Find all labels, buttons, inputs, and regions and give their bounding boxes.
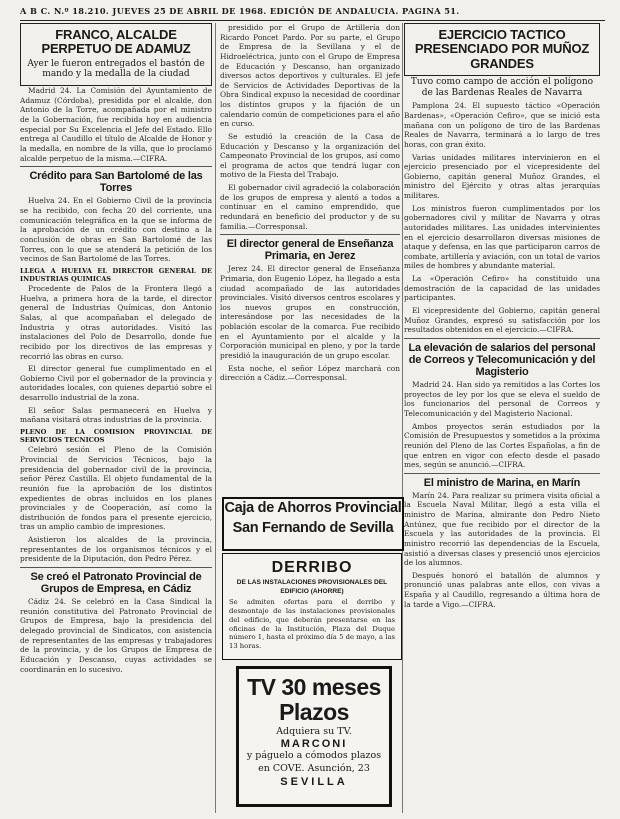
article-quimicas-body-2: El director general fue cumplimentado en el Gobierno Civil por el gobernador de la provincia y autoridades locales, con quienes departió sobre el desarrollo industrial de la zona. — [20, 364, 212, 403]
article-franco-title: FRANCO, ALCALDE PERPETUO DE ADAMUZ — [41, 27, 191, 57]
column-middle — [220, 23, 400, 493]
article-salarios-body-2: Ambos proyectos serán estudiados por la Comisión de Presupuestos y sometidos a la próxima reunión del Pleno de las Cortes Españolas, a fin de que entren en vigor con efecto desde el pasado mes, según se anunció.—CIFRA. — [404, 421, 600, 470]
article-salarios-title: La elevación de salarios del personal de Correos y Telecomunicación y del Magisterio — [408, 341, 596, 379]
ad-caja-line1: Caja de Ahorros Provincial — [224, 500, 402, 516]
ad-derribo-subtitle: DE LAS INSTALACIONES PROVISIONALES DEL EDIFICIO (AHORRE) — [236, 579, 388, 595]
article-quimicas-body: Procedente de Palos de la Frontera llegó a Huelva, a primera hora de la tarde, el director general de Industrias Químicas, don Antonio Salas, al que acompañaban el delegado de Industria y otras autoridades. Visitó las instalaciones del Polo de Desarrollo, donde fue recibido por los directivos de las empresas y recorrió las obras en curso. — [20, 284, 212, 361]
article-credito-title: Crédito para San Bartolomé de las Torres — [29, 170, 203, 195]
article-grupos-body: presidido por el Grupo de Artillería don Ricardo Poncet Pardo. Por su parte, el Grupo de Empresa de la Sevillana y el de Hidroeléctrica, junto con el Grupo de Empresa de Educación y Descanso, han organizado diversos actos deportivos y culturales. El jefe de Servicios de Actividades Deportivas de la Obra Sindical expuso la necesidad de coordinar los distintos grupos y la fijación de un calendario común de competiciones para el año en curso. — [220, 23, 400, 129]
article-marina-body-2: Después honoró el batallón de alumnos y pronunció unas palabras ante ellos, con vivas a España y al Caudillo, regresando a última hora de la tarde a Vigo.—CIFRA. — [404, 570, 600, 609]
article-jerez-body-2: Esta noche, el señor López marchará con dirección a Cádiz.—Corresponsal. — [220, 363, 400, 383]
article-franco-body: Madrid 24. La Comisión del Ayuntamiento de Adamuz (Córdoba), presidida por el alcalde, don Antonio de la Torre, acompañada por el ministro de la Gobernación, fue recibida hoy en audiencia especial por Su Excelencia el Jefe del Estado. Ello entrega al Caudillo el título de Alcalde de Honor y la medalla, en nombre de la villa, que lo proclamó alcalde perpetuo de la misma.—CIFRA. — [20, 86, 212, 163]
ad-tv-brand: MARCONI — [280, 738, 348, 751]
article-ejercicio-deck: Tuvo como campo de acción el polígono de las Bardenas Reales de Navarra — [410, 76, 594, 98]
ad-tv-city: SEVILLA — [280, 776, 348, 789]
header-rule — [20, 20, 605, 21]
article-ejercicio-body-2: Varias unidades militares intervinieron en el ejercicio presenciado por el vicepresidente del Gobierno, capitán general Muñoz Grandes, el ministro del Ejército y otras altas jerarquías militares. — [404, 152, 600, 201]
column-divider — [402, 23, 403, 813]
article-ejercicio-body-4: La «Operación Cefiro» ha constituido una demostración de la capacidad de las unidades participantes. — [404, 274, 600, 303]
article-grupos-body-2: Se estudió la creación de la Casa de Educación y Descanso y la organización del Campeonato Provincial de los grupos, así como el programa de actos que tendrá lugar con motivo de la Fiesta del Trabajo. — [220, 131, 400, 180]
ad-derribo-body: Se admiten ofertas para el derribo y desmontaje de las instalaciones provisionales del edificio, que deberán presentarse en las oficinas de la Institución, Plaza del Duque número 1, hasta el próximo día 5 de mayo, a las 13 horas. — [229, 598, 395, 651]
ad-caja-line2: San Fernando de Sevilla — [232, 519, 394, 536]
column-right — [404, 23, 600, 813]
page-header: A B C. N.º 18.210. JUEVES 25 DE ABRIL DE 1968. EDICIÓN DE ANDALUCIA. PAGINA 51. — [20, 6, 460, 16]
article-ejercicio-body-5: El vicepresidente del Gobierno, capitán general Muñoz Grandes, expresó su satisfacción por los resultados obtenidos en el ejercicio.—CIFRA. — [404, 305, 600, 335]
article-ejercicio-body: Pamplona 24. El supuesto táctico «Operación Bardenas», «Operación Cefiro», que se inició esta mañana con un polígono de tiro de las Bardenas Reales de Navarra, terminará a lo largo de tres horas, con gran éxito. — [404, 101, 600, 149]
ad-tv-marconi — [236, 666, 392, 807]
separator — [20, 166, 212, 167]
ad-derribo-title: DERRIBO — [271, 559, 353, 576]
column-left — [20, 23, 212, 813]
article-pleno-body: Celebró sesión el Pleno de la Comisión Provincial de Servicios Técnicos, bajo la presidencia del gobernador civil de la provincia, señor Pérez Castilla. El objeto fundamental de la reunión fue la aprobación de los distintos expedientes de obras incluidos en los planes provinciales y de Cooperación, así como la distribución de fondos para el presente ejercicio, tras un amplio cambio de impresiones. — [20, 445, 212, 532]
article-marina-title: El ministro de Marina, en Marín — [423, 476, 581, 489]
ad-tv-line4: en COVE. Asunción, 23 — [258, 763, 370, 775]
separator — [20, 567, 212, 568]
article-marina-body: Marín 24. Para realizar su primera visita oficial a la Escuela Naval Militar, llegó a esta villa el ministro de Marina, almirante don Pedro Nieto Antúnez, que fue recibido por el director de la Escuela y las autoridades de la provincia. El ministro recorrió las dependencias de la Escuela, asistió a diversas clases y presenció unos ejercicios de los alumnos. — [404, 490, 600, 568]
article-salarios-body: Madrid 24. Han sido ya remitidos a las Cortes los proyectos de ley por los que se eleva el sueldo de los funcionarios del personal de Correos y Telecomunicación y del Magisterio Nacional. — [404, 380, 600, 419]
article-ejercicio-title: EJERCICIO TACTICO PRESENCIADO POR MUÑOZ GRANDES — [414, 27, 590, 71]
ad-tv-title: TV 30 meses Plazos — [247, 674, 381, 726]
article-grupos-body-3: El gobernador civil agradeció la colaboración de los grupos de empresa y alentó a todos a continuar en el camino emprendido, que redundará en beneficio del productor y de su familia.—Corresponsal. — [220, 183, 400, 231]
article-jerez-body: Jerez 24. El director general de Enseñanza Primaria, don Eugenio López, ha llegado a esta ciudad acompañado de las autoridades provinciales. Visitó diversos centros escolares y los nuevos grupos en construcción, interesándose por las necesidades de la población escolar de la comarca. Fue recibido en el Ayuntamiento por el alcalde y la Corporación municipal en pleno, y por la tarde presidió la inauguración de un grupo escolar. — [220, 264, 400, 360]
article-ejercicio-body-3: Los ministros fueron cumplimentados por los gobernadores civil y militar de Navarra y otras autoridades militares. Las unidades intervinientes en el ejercicio desarrollaron diversas misiones de ataque y defensa, en las que participaron carros de combate, artillería y aviación, con un total de varios miles de hombres y abundante material. — [404, 203, 600, 271]
ad-tv-line3: y páguelo a cómodos plazos — [246, 750, 382, 762]
column-divider — [215, 23, 216, 813]
article-ejercicio-box — [404, 23, 600, 76]
ad-derribo — [222, 553, 402, 660]
article-franco-deck: Ayer le fueron entregados el bastón de mando y la medalla de la ciudad — [27, 58, 205, 80]
article-franco-box — [20, 23, 212, 86]
article-quimicas-body-3: El señor Salas permanecerá en Huelva y mañana visitará otras industrias de la provincia. — [20, 405, 212, 425]
separator — [404, 338, 600, 339]
separator — [220, 234, 400, 235]
article-patronato-title: Se creó el Patronato Provincial de Grupos de Empresa, en Cádiz — [30, 570, 202, 596]
article-credito-body: Huelva 24. En el Gobierno Civil de la provincia se ha recibido, con fecha 20 del corriente, una comunicación telegráfica en la que se informa de la aprobación de un crédito con destino a la conclusión de obras en San Bartolomé de las Torres, con lo que se atenderá la petición de los vecinos de San Bartolomé de las Torres. — [20, 196, 212, 264]
article-patronato-body: Cádiz 24. Se celebró en la Casa Sindical la reunión constitutiva del Patronato Provincial de Grupos de Empresa, bajo la presidencia del delegado provincial de Sindicatos, con asistencia de representantes de las empresas y trabajadores de la provincia, y de los Grupos de Empresa de Educación y Descanso, cuyas actividades se coordinarán en lo sucesivo. — [20, 597, 212, 674]
article-jerez-title: El director general de Enseñanza Primaria, en Jerez — [226, 238, 394, 263]
article-pleno-subhead: PLENO DE LA COMISION PROVINCIAL DE SERVICIOS TECNICOS — [20, 427, 212, 445]
ad-tv-line1: Adquiera su TV. — [276, 725, 352, 737]
article-quimicas-subhead: LLEGA A HUELVA EL DIRECTOR GENERAL DE INDUSTRIAS QUIMICAS — [20, 266, 212, 283]
separator — [404, 473, 600, 474]
ad-caja-ahorros — [222, 497, 404, 551]
article-pleno-body-2: Asistieron los alcaldes de la provincia, representantes de los organismos técnicos y el presidente de la Diputación, don Pedro Pérez. — [20, 535, 212, 564]
